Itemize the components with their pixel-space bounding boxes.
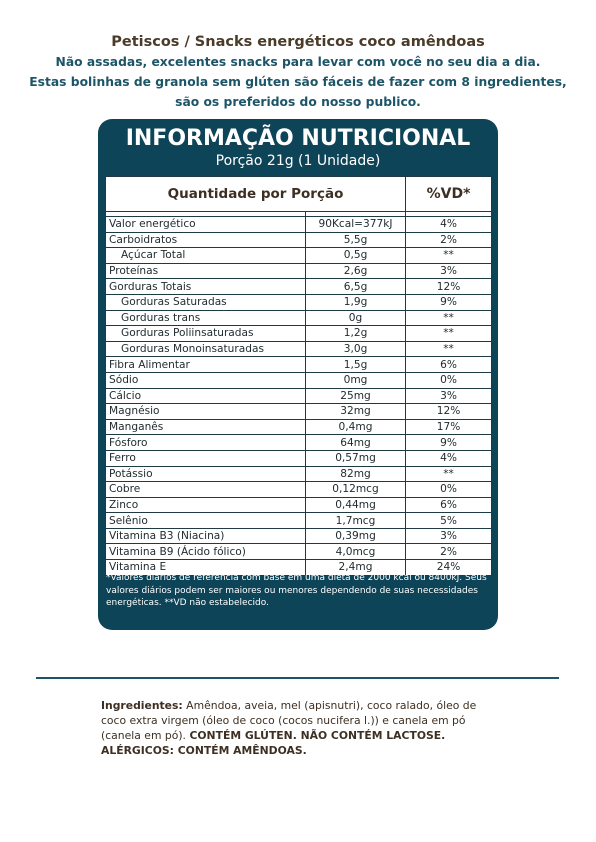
nutrient-name: Cobre bbox=[106, 482, 306, 498]
portion-size: Porção 21g (1 Unidade) bbox=[215, 153, 381, 169]
nutrient-daily-value: ** bbox=[406, 326, 492, 342]
nutrient-name: Magnésio bbox=[106, 404, 306, 420]
nutrient-amount: 90Kcal=377kJ bbox=[306, 217, 406, 233]
table-row bbox=[106, 232, 492, 248]
nutrient-name: Zinco bbox=[106, 497, 306, 513]
nutrient-name: Gorduras Saturadas bbox=[106, 294, 306, 310]
nutrient-name: Valor energético bbox=[106, 217, 306, 233]
table-row bbox=[106, 341, 492, 357]
nutrient-name: Cálcio bbox=[106, 388, 306, 404]
table-row bbox=[106, 513, 492, 529]
nutrition-title: INFORMAÇÃO NUTRICIONAL bbox=[125, 126, 471, 151]
nutrient-daily-value: 24% bbox=[406, 560, 492, 576]
table-row bbox=[106, 372, 492, 388]
ingredients-text: Amêndoa, aveia, mel (apisnutri), coco ralado, óleo de coco extra virgem (óleo de coco (cocos nucifera l.)) e canela em pó (canela em pó). bbox=[101, 699, 477, 742]
nutrient-daily-value: 9% bbox=[406, 435, 492, 451]
table-row bbox=[106, 294, 492, 310]
nutrition-rows bbox=[106, 212, 492, 576]
nutrient-daily-value: 4% bbox=[406, 217, 492, 233]
nutrient-amount: 2,6g bbox=[306, 263, 406, 279]
nutrient-daily-value: 0% bbox=[406, 482, 492, 498]
nutrient-amount: 82mg bbox=[306, 466, 406, 482]
table-row bbox=[106, 497, 492, 513]
footnote: *Valores diários de referência com base em uma dieta de 2000 kcal ou 8400kJ. Seus valores diários podem ser maiores ou menores dependendo de suas necessidades energéticas. **VD não estabelecido. bbox=[106, 573, 487, 608]
nutrient-amount: 64mg bbox=[306, 435, 406, 451]
nutrient-name: Fósforo bbox=[106, 435, 306, 451]
nutrient-name: Gorduras trans bbox=[106, 310, 306, 326]
table-row bbox=[106, 248, 492, 264]
nutrient-amount: 25mg bbox=[306, 388, 406, 404]
nutrient-amount: 0,5g bbox=[306, 248, 406, 264]
table-row bbox=[106, 326, 492, 342]
nutrient-daily-value: 12% bbox=[406, 279, 492, 295]
vd-header: %VD* bbox=[406, 177, 492, 212]
nutrient-amount: 1,7mcg bbox=[306, 513, 406, 529]
table-row bbox=[106, 435, 492, 451]
nutrient-daily-value: 5% bbox=[406, 513, 492, 529]
nutrient-name: Manganês bbox=[106, 419, 306, 435]
table-row bbox=[106, 419, 492, 435]
nutrient-amount: 0,39mg bbox=[306, 528, 406, 544]
nutrient-name: Potássio bbox=[106, 466, 306, 482]
nutrient-name: Gorduras Totais bbox=[106, 279, 306, 295]
table-header-row bbox=[106, 177, 492, 212]
ingredients-block bbox=[101, 698, 501, 758]
ingredients-label: Ingredientes: bbox=[101, 699, 183, 712]
nutrient-amount: 0,57mg bbox=[306, 450, 406, 466]
nutrient-daily-value: 2% bbox=[406, 232, 492, 248]
nutrient-daily-value: ** bbox=[406, 341, 492, 357]
nutrient-name: Ferro bbox=[106, 450, 306, 466]
table-row bbox=[106, 279, 492, 295]
table-row bbox=[106, 217, 492, 233]
nutrient-name: Gorduras Poliinsaturadas bbox=[106, 326, 306, 342]
nutrient-daily-value: ** bbox=[406, 248, 492, 264]
recipe-title: Petiscos / Snacks energéticos coco amêndoas bbox=[111, 34, 485, 50]
nutrient-amount: 0mg bbox=[306, 372, 406, 388]
nutrient-amount: 4,0mcg bbox=[306, 544, 406, 560]
allergen-warning: CONTÉM GLÚTEN. NÃO CONTÉM LACTOSE. ALÉRGICOS: CONTÉM AMÊNDOAS. bbox=[101, 729, 446, 757]
table-row bbox=[106, 357, 492, 373]
table-row bbox=[106, 528, 492, 544]
recipe-description-line: Estas bolinhas de granola sem glúten são fáceis de fazer com 8 ingredientes, bbox=[29, 75, 567, 89]
table-row bbox=[106, 482, 492, 498]
nutrient-amount: 0g bbox=[306, 310, 406, 326]
nutrient-daily-value: 0% bbox=[406, 372, 492, 388]
nutrient-daily-value: 4% bbox=[406, 450, 492, 466]
table-row bbox=[106, 263, 492, 279]
nutrient-amount: 1,9g bbox=[306, 294, 406, 310]
nutrient-daily-value: 3% bbox=[406, 263, 492, 279]
nutrient-daily-value: 17% bbox=[406, 419, 492, 435]
nutrient-daily-value: 3% bbox=[406, 388, 492, 404]
nutrient-daily-value: 6% bbox=[406, 497, 492, 513]
nutrient-amount: 0,44mg bbox=[306, 497, 406, 513]
nutrient-daily-value: ** bbox=[406, 310, 492, 326]
nutrient-amount: 0,4mg bbox=[306, 419, 406, 435]
nutrient-amount: 6,5g bbox=[306, 279, 406, 295]
nutrient-daily-value: 6% bbox=[406, 357, 492, 373]
nutrient-name: Vitamina B9 (Ácido fólico) bbox=[106, 544, 306, 560]
nutrient-amount: 32mg bbox=[306, 404, 406, 420]
table-row bbox=[106, 544, 492, 560]
nutrient-name: Fibra Alimentar bbox=[106, 357, 306, 373]
nutrient-amount: 5,5g bbox=[306, 232, 406, 248]
nutrient-name: Vitamina B3 (Niacina) bbox=[106, 528, 306, 544]
table-row bbox=[106, 466, 492, 482]
nutrient-name: Sódio bbox=[106, 372, 306, 388]
nutrient-amount: 1,2g bbox=[306, 326, 406, 342]
nutrient-name: Carboidratos bbox=[106, 232, 306, 248]
divider bbox=[36, 677, 559, 679]
quantity-header: Quantidade por Porção bbox=[106, 177, 406, 212]
nutrient-daily-value: 9% bbox=[406, 294, 492, 310]
nutrient-name: Gorduras Monoinsaturadas bbox=[106, 341, 306, 357]
nutrient-amount: 2,4mg bbox=[306, 560, 406, 576]
nutrient-name: Vitamina E bbox=[106, 560, 306, 576]
nutrient-name: Açúcar Total bbox=[106, 248, 306, 264]
nutrition-table-wrap bbox=[105, 176, 491, 576]
nutrient-name: Selênio bbox=[106, 513, 306, 529]
nutrient-daily-value: 3% bbox=[406, 528, 492, 544]
recipe-description-line: Não assadas, excelentes snacks para levar com você no seu dia a dia. bbox=[55, 55, 541, 69]
nutrient-daily-value: ** bbox=[406, 466, 492, 482]
table-row bbox=[106, 310, 492, 326]
nutrition-facts-panel bbox=[98, 119, 498, 630]
nutrient-amount: 1,5g bbox=[306, 357, 406, 373]
table-row bbox=[106, 404, 492, 420]
table-row bbox=[106, 388, 492, 404]
nutrient-daily-value: 2% bbox=[406, 544, 492, 560]
table-row bbox=[106, 450, 492, 466]
nutrient-daily-value: 12% bbox=[406, 404, 492, 420]
nutrient-name: Proteínas bbox=[106, 263, 306, 279]
recipe-header bbox=[0, 32, 596, 112]
nutrient-amount: 3,0g bbox=[306, 341, 406, 357]
nutrition-table bbox=[105, 176, 492, 576]
nutrient-amount: 0,12mcg bbox=[306, 482, 406, 498]
recipe-description-line: são os preferidos do nosso publico. bbox=[175, 95, 421, 109]
